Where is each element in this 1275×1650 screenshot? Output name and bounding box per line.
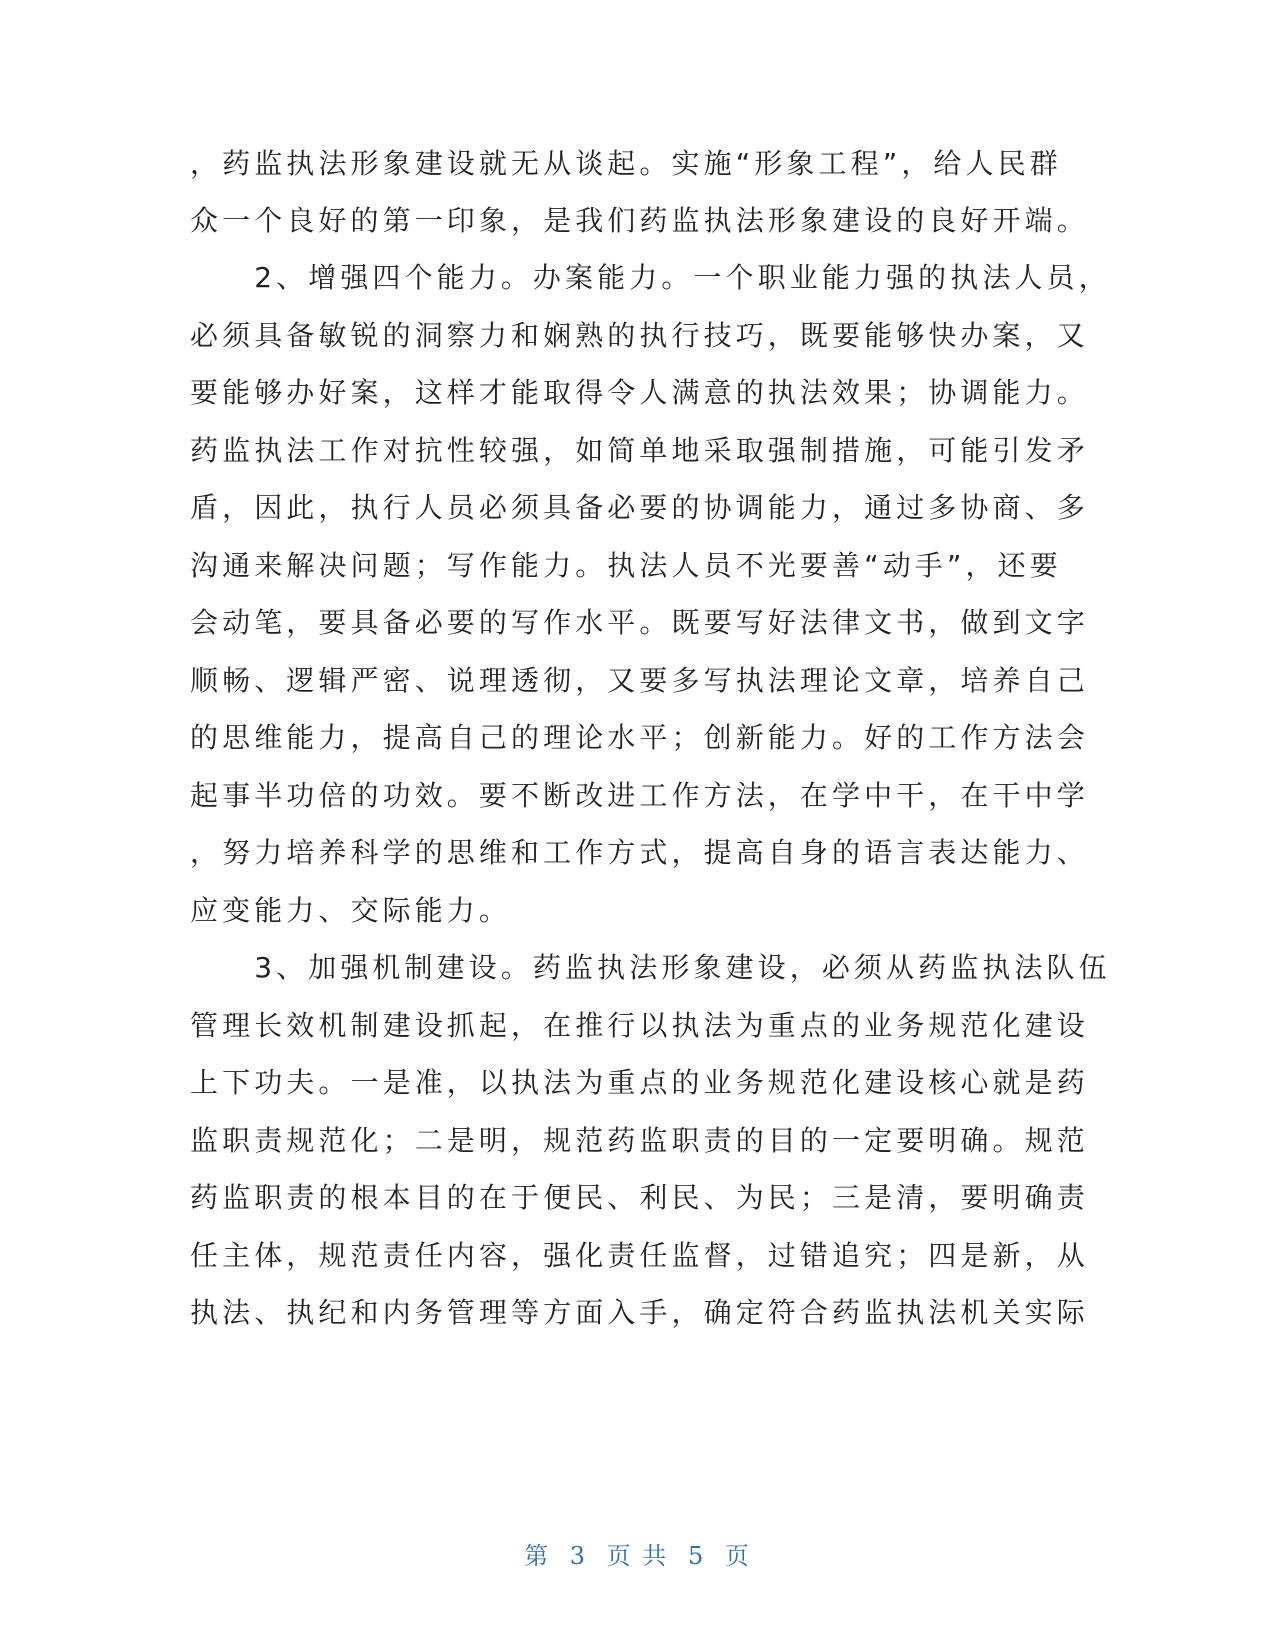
body-text-line: ，努力培养科学的思维和工作方式，提高自身的语言表达能力、: [190, 836, 1089, 869]
body-text-line: 必须具备敏锐的洞察力和娴熟的执行技巧，既要能够快办案，又: [190, 319, 1089, 352]
body-text-line: 药监执法工作对抗性较强，如简单地采取强制措施，可能引发矛: [190, 434, 1089, 467]
body-text-line: ，药监执法形象建设就无从谈起。实施“形象工程”，给人民群: [190, 147, 1062, 180]
body-text-line: 任主体，规范责任内容，强化责任监督，过错追究；四是新，从: [190, 1239, 1089, 1272]
body-text-line: 2、增强四个能力。办案能力。一个职业能力强的执法人员，: [190, 261, 1111, 294]
body-text-line: 沟通来解决问题；写作能力。执法人员不光要善“动手”，还要: [190, 549, 1062, 582]
body-text-line: 应变能力、交际能力。: [190, 894, 512, 927]
body-text-line: 要能够办好案，这样才能取得令人满意的执法效果；协调能力。: [190, 376, 1089, 409]
current-page-number: 3: [569, 1542, 588, 1570]
body-text-line: 3、加强机制建设。药监执法形象建设，必须从药监执法队伍: [190, 951, 1111, 984]
body-text-line: 起事半功倍的功效。要不断改进工作方法，在学中干，在干中学: [190, 779, 1089, 812]
body-text-line: 顺畅、逻辑严密、说理透彻，又要多写执法理论文章，培养自己: [190, 664, 1089, 697]
footer-prefix: 第: [524, 1542, 551, 1570]
page-number-footer: [0, 1538, 1275, 1574]
body-text-line: 药监职责的根本目的在于便民、利民、为民；三是清，要明确责: [190, 1181, 1089, 1214]
body-text-line: 的思维能力，提高自己的理论水平；创新能力。好的工作方法会: [190, 721, 1089, 754]
body-text-line: 上下功夫。一是准，以执法为重点的业务规范化建设核心就是药: [190, 1066, 1089, 1099]
footer-middle: 页 共: [606, 1542, 669, 1570]
body-text-line: 管理长效机制建设抓起，在推行以执法为重点的业务规范化建设: [190, 1009, 1089, 1042]
footer-suffix: 页: [724, 1542, 751, 1570]
body-text-line: 盾，因此，执行人员必须具备必要的协调能力，通过多协商、多: [190, 491, 1089, 524]
body-text-line: 会动笔，要具备必要的写作水平。既要写好法律文书，做到文字: [190, 606, 1089, 639]
body-text-line: 执法、执纪和内务管理等方面入手，确定符合药监执法机关实际: [190, 1296, 1089, 1329]
body-text-line: 监职责规范化；二是明，规范药监职责的目的一定要明确。规范: [190, 1124, 1089, 1157]
total-pages-number: 5: [687, 1542, 706, 1570]
body-text-line: 众一个良好的第一印象，是我们药监执法形象建设的良好开端。: [190, 204, 1089, 237]
